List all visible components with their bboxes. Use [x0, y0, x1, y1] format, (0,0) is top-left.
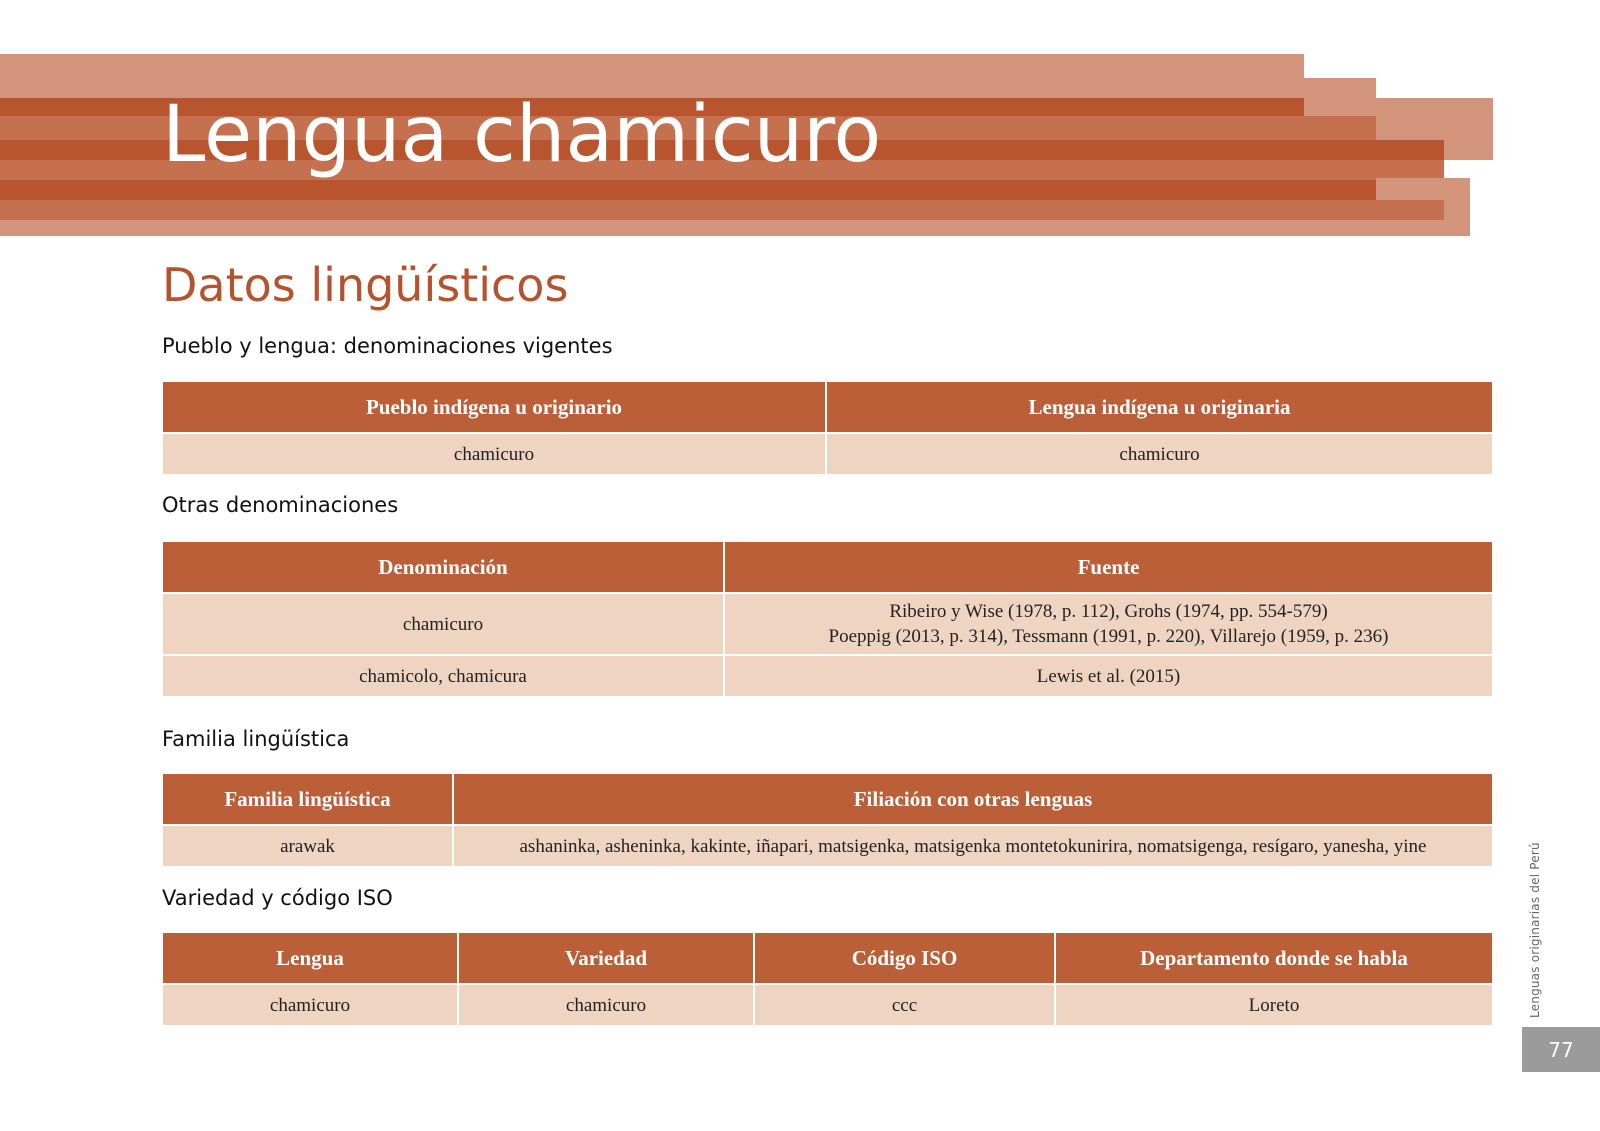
banner-stripe [0, 200, 1444, 220]
table-row [162, 984, 1493, 1026]
table-familia-linguistica [161, 772, 1494, 868]
page-title: Lengua chamicuro [162, 90, 882, 180]
subsection-variedad-heading: Variedad y código ISO [162, 886, 393, 910]
title-banner [0, 0, 1600, 240]
table-header-cell: Filiación con otras lenguas [453, 773, 1493, 825]
table-header-cell: Lengua [162, 932, 458, 984]
table-row [162, 433, 1493, 475]
table-header-cell: Fuente [724, 541, 1493, 593]
subsection-otras-heading: Otras denominaciones [162, 493, 399, 517]
table-header-cell: Lengua indígena u originaria [826, 381, 1493, 433]
table-cell: Loreto [1055, 984, 1493, 1026]
table-header-cell: Familia lingüística [162, 773, 453, 825]
table-cell: chamicuro [826, 433, 1493, 475]
table-cell: chamicuro [458, 984, 754, 1026]
table-cell: ashaninka, asheninka, kakinte, iñapari, matsigenka, matsigenka montetokunirira, nomatsigenga, resígaro, yanesha, yine [453, 825, 1493, 867]
side-running-title: Lenguas originarias del Perú [1528, 842, 1542, 1018]
table-header-cell: Departamento donde se habla [1055, 932, 1493, 984]
table-header-row [162, 773, 1493, 825]
table-otras-denominaciones [161, 540, 1494, 698]
table-pueblo-lengua [161, 380, 1494, 476]
table-header-cell: Variedad [458, 932, 754, 984]
table-row [162, 825, 1493, 867]
table-cell: ccc [754, 984, 1055, 1026]
table-header-row [162, 932, 1493, 984]
source-line: Ribeiro y Wise (1978, p. 112), Grohs (1974, pp. 554-579) [889, 601, 1328, 622]
banner-stripe [0, 220, 1470, 236]
table-cell: chamicolo, chamicura [162, 655, 724, 697]
table-header-cell: Denominación [162, 541, 724, 593]
table-cell: chamicuro [162, 984, 458, 1026]
source-line: Poeppig (2013, p. 314), Tessmann (1991, p. 220), Villarejo (1959, p. 236) [828, 626, 1389, 647]
table-header-row [162, 381, 1493, 433]
table-cell: chamicuro [162, 593, 724, 655]
table-header-cell: Pueblo indígena u originario [162, 381, 826, 433]
table-cell: Lewis et al. (2015) [724, 655, 1493, 697]
table-cell: arawak [162, 825, 453, 867]
table-row [162, 655, 1493, 697]
subsection-familia-heading: Familia lingüística [162, 727, 350, 751]
table-header-cell: Código ISO [754, 932, 1055, 984]
table-cell: chamicuro [162, 433, 826, 475]
table-header-row [162, 541, 1493, 593]
section-title: Datos lingüísticos [162, 258, 569, 312]
banner-stripe [0, 180, 1376, 200]
table-row [162, 593, 1493, 655]
page-number: 77 [1522, 1027, 1600, 1072]
table-cell [724, 593, 1493, 655]
table-variedad-iso [161, 931, 1494, 1027]
subsection-pueblo-heading: Pueblo y lengua: denominaciones vigentes [162, 334, 613, 358]
